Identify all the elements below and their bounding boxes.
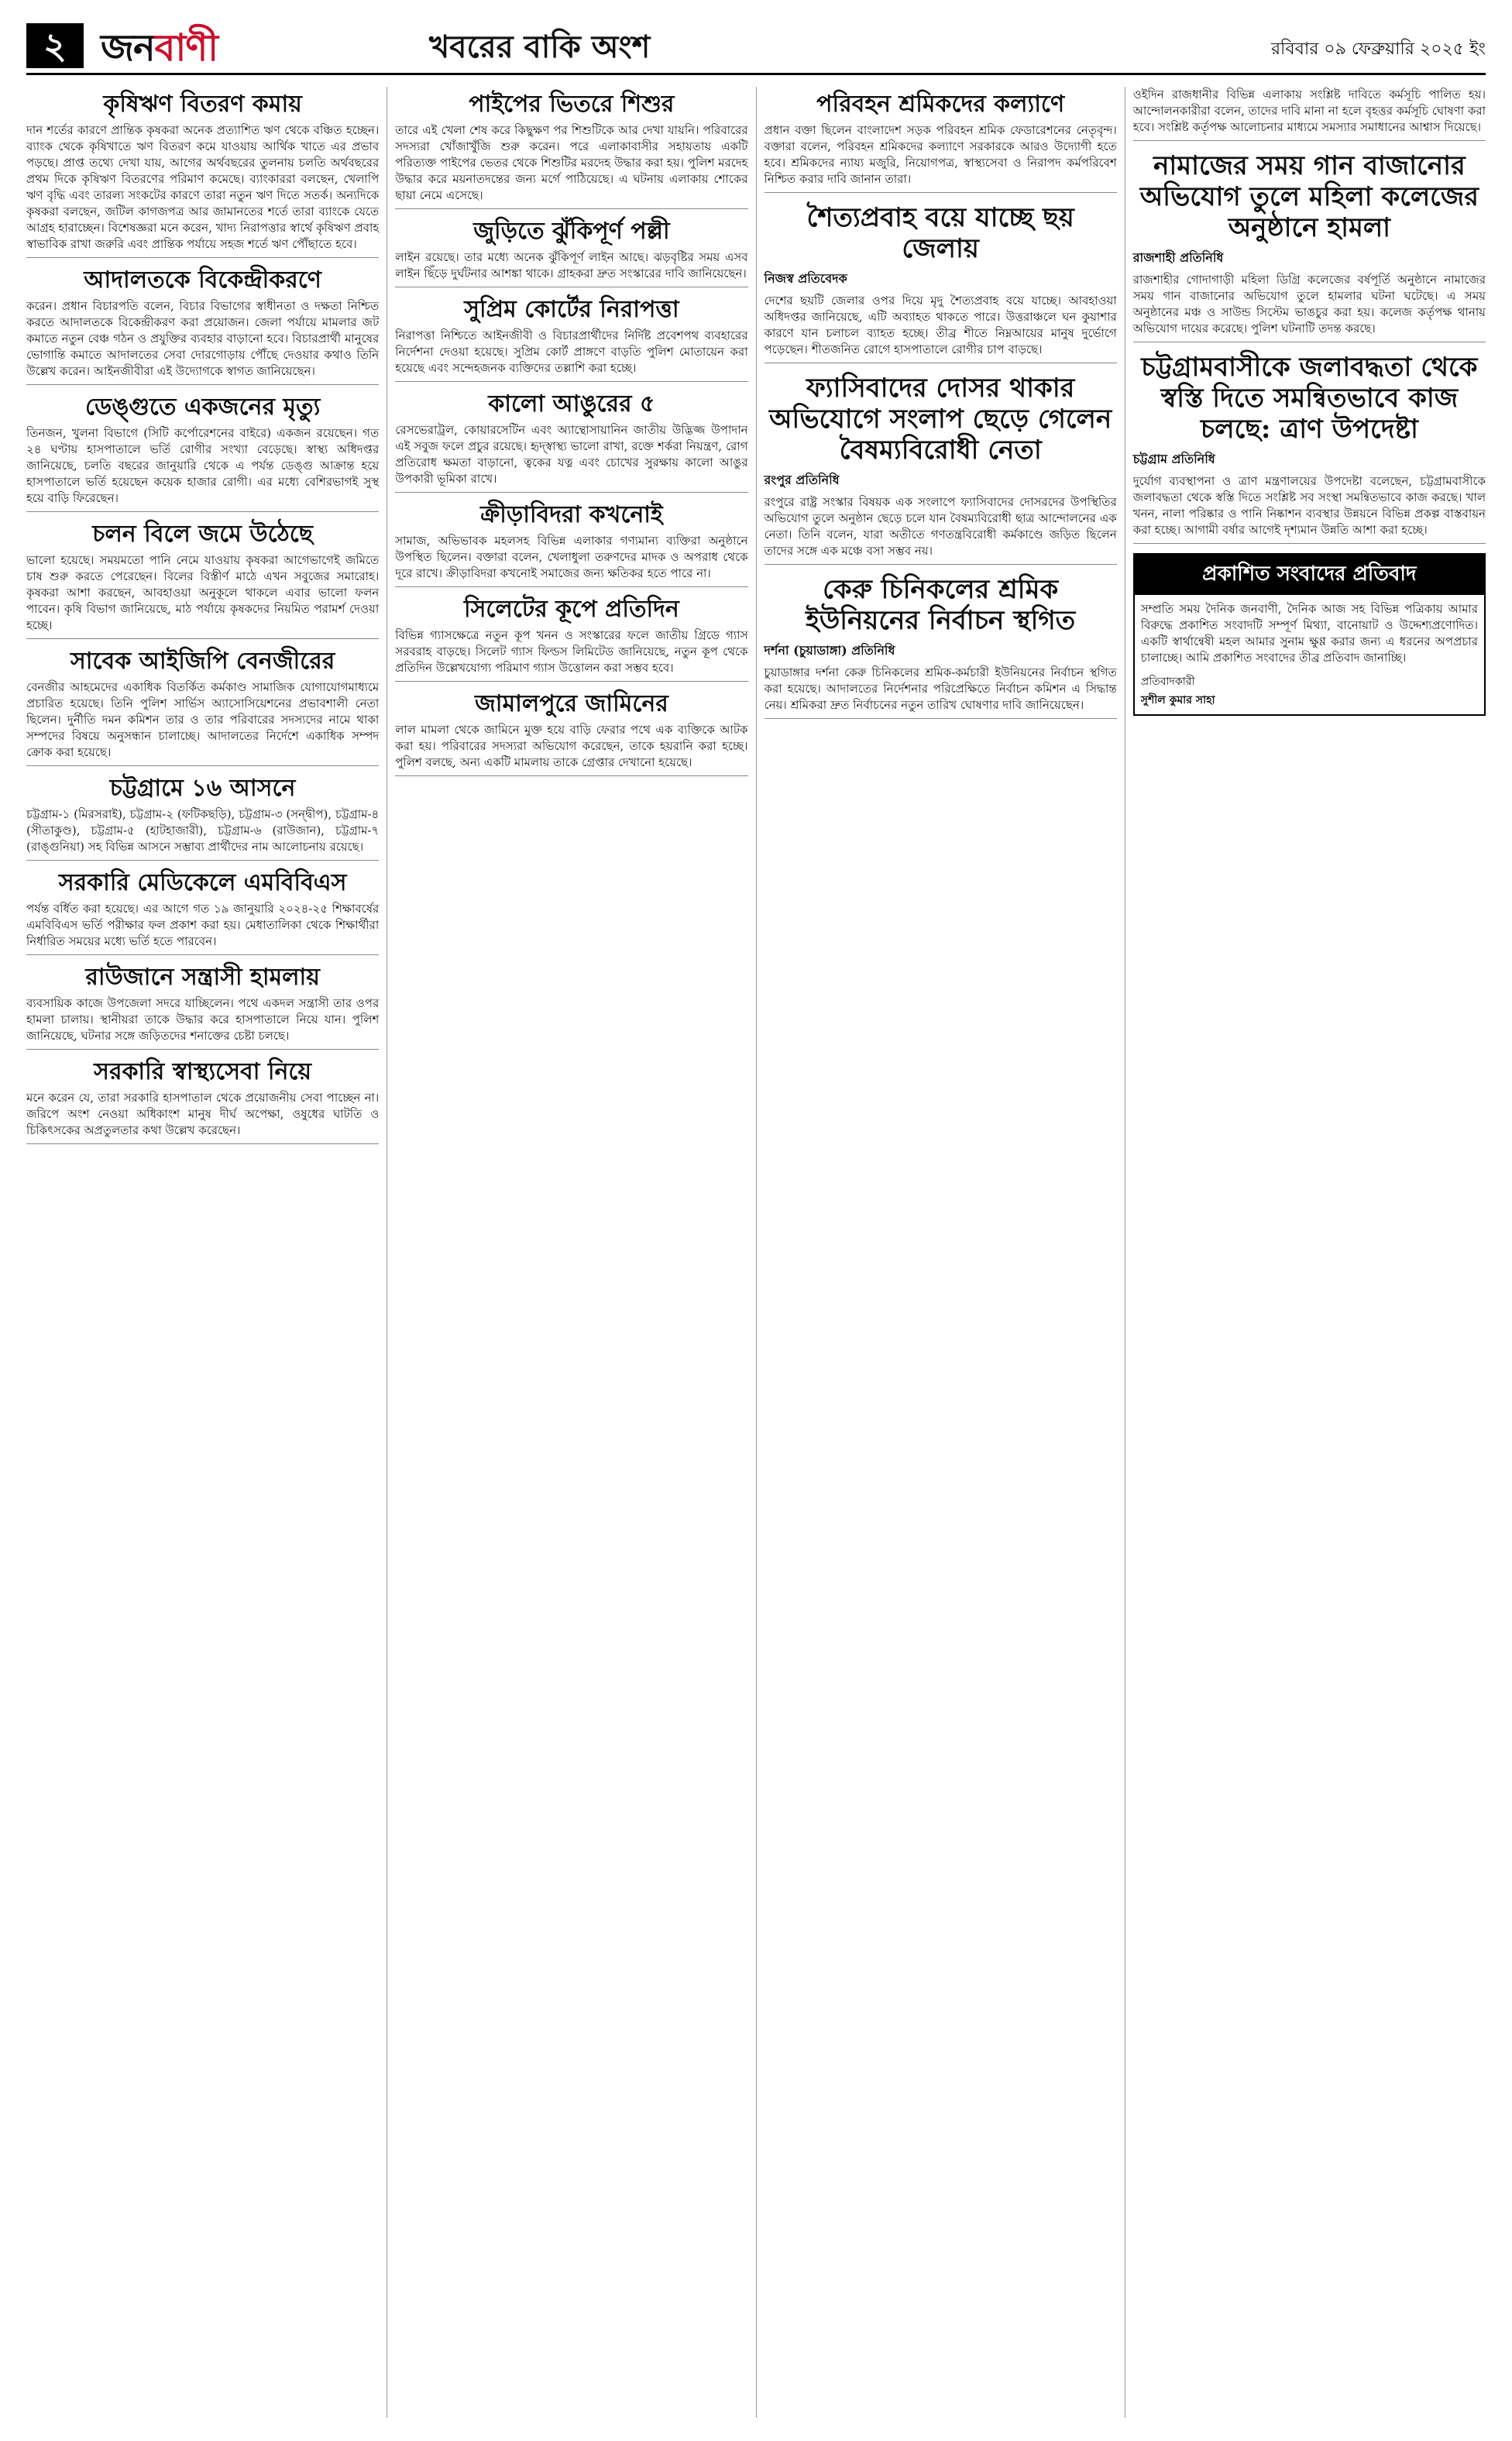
logo-part-b: বাণী <box>154 26 218 70</box>
story-byline: নিজস্ব প্রতিবেদক <box>764 271 847 286</box>
story-body: নিরাপত্তা নিশ্চিতে আইনজীবী ও বিচারপ্রার্থীদের নির্দিষ্ট প্রবেশপথ ব্যবহারের নির্দেশনা দেওয়া হয়েছে। সুপ্রিম কোর্ট প্রাঙ্গণে বাড়তি পুলিশ মোতায়েন করা হয়েছে এবং সন্দেহজনক ব্যক্তিদের তল্লাশি করা হচ্ছে। <box>395 328 748 375</box>
section-title: খবরের বাকি অংশ <box>429 29 651 65</box>
logo-part-a: জন <box>101 26 155 70</box>
story-body: ওইদিন রাজধানীর বিভিন্ন এলাকায় সংশ্লিষ্ট দাবিতে কর্মসূচি পালিত হয়। আন্দোলনকারীরা বলেন, তাদের দাবি মানা না হলে বৃহত্তর কর্মসূচি ঘোষণা করা হবে। সংশ্লিষ্ট কর্তৃপক্ষ আলোচনার মাধ্যমে সমস্যার সমাধানের আশ্বাস দিয়েছে। <box>1132 88 1486 134</box>
story-body: লাল মামলা থেকে জামিনে মুক্ত হয়ে বাড়ি ফেরার পথে এক ব্যক্তিকে আটক করা হয়। পরিবারের সদস্যরা অভিযোগ করেছেন, তাকে হয়রানি করা হচ্ছে। পুলিশ বলছে, অন্য একটি মামলায় তাকে গ্রেপ্তার দেখানো হয়েছে। <box>395 723 748 769</box>
story-headline[interactable]: শৈত্যপ্রবাহ বয়ে যাচ্ছে ছয় জেলায় <box>806 202 1074 264</box>
story-divider <box>26 638 379 639</box>
story-divider <box>26 511 379 512</box>
story-divider <box>26 860 379 861</box>
news-story <box>26 91 379 258</box>
news-story <box>395 391 747 493</box>
story-divider <box>1133 543 1486 544</box>
story-body: করেন। প্রধান বিচারপতি বলেন, বিচার বিভাগের স্বাধীনতা ও দক্ষতা নিশ্চিত করতে আদালতকে বিকেন্দ্রীকরণ করা প্রয়োজন। জেলা পর্যায়ে মামলার জট কমাতে নতুন বেঞ্চ গঠন ও প্রযুক্তির ব্যবহার বাড়ানো হবে। বিচারপ্রার্থী মানুষের ভোগান্তি কমাতে আদালতের সেবা দোরগোড়ায় পৌঁছে দেওয়ার কথাও তিনি উল্লেখ করেন। আইনজীবীরা এই উদ্যোগকে স্বাগত জানিয়েছেন। <box>26 299 380 378</box>
story-body: রাজশাহীর গোদাগাড়ী মহিলা ডিগ্রি কলেজের বর্ষপূর্তি অনুষ্ঠানে নামাজের সময় গান বাজানোর অভিযোগ তুলে হামলার ঘটনা ঘটেছে। এ সময় অনুষ্ঠানের মঞ্চ ও সাউন্ড সিস্টেম ভাঙচুর করা হয়। কলেজ কর্তৃপক্ষ থানায় অভিযোগ দায়ের করেছে। পুলিশ ঘটনাটি তদন্ত করছে। <box>1132 273 1486 335</box>
story-headline[interactable]: কেরু চিনিকলের শ্রমিক ইউনিয়নের নির্বাচন স্থগিত <box>806 574 1076 636</box>
story-headline[interactable]: ফ্যাসিবাদের দোসর থাকার অভিযোগে সংলাপ ছেড়ে গেলেন বৈষম্যবিরোধী নেতা <box>769 373 1112 466</box>
story-headline[interactable]: ক্রীড়াবিদরা কখনোই <box>480 501 663 528</box>
story-headline[interactable]: কালো আঙুরের ৫ <box>488 390 655 418</box>
story-body: তিনজন, খুলনা বিভাগে (সিটি কর্পোরেশনের বাইরে) একজন রয়েছেন। গত ২৪ ঘণ্টায় হাসপাতালে ভর্তি রোগীর সংখ্যা বেড়েছে। স্বাস্থ্য অধিদপ্তর জানিয়েছে, চলতি বছরের জানুয়ারি থেকে এ পর্যন্ত ডেঙ্গু আক্রান্ত হয়ে হাসপাতালে ভর্তি হয়েছেন কয়েক হাজার রোগী। এর মধ্যে বেশিরভাগই সুস্থ হয়ে বাড়ি ফিরেছেন। <box>26 426 380 505</box>
news-story <box>395 297 747 382</box>
news-story <box>26 648 379 766</box>
news-story <box>395 691 747 776</box>
story-headline[interactable]: সরকারি মেডিকেলে এমবিবিএস <box>58 869 347 896</box>
signoff-label: প্রতিবাদকারী <box>1140 676 1195 688</box>
story-headline[interactable]: আদালতকে বিকেন্দ্রীকরণে <box>84 266 321 294</box>
story-divider <box>395 586 747 587</box>
story-headline[interactable]: সিলেটের কূপে প্রতিদিন <box>464 596 679 623</box>
signoff-name: সুশীল কুমার সাহা <box>1140 694 1215 707</box>
protest-signoff <box>1141 672 1478 710</box>
story-body: লাইন রয়েছে। তার মধ্যে অনেক ঝুঁকিপূর্ণ লাইন আছে। ঝড়বৃষ্টির সময় এসব লাইন ছিঁড়ে দুর্ঘটনার আশঙ্কা থাকে। গ্রাহকরা দ্রুত সংস্কারের দাবি জানিয়েছেন। <box>395 250 748 280</box>
story-body: রংপুরে রাষ্ট্র সংস্কার বিষয়ক এক সংলাপে ফ্যাসিবাদের দোসরদের উপস্থিতির অভিযোগ তুলে অনুষ্ঠান ছেড়ে চলে যান বৈষম্যবিরোধী ছাত্র আন্দোলনের এক নেতা। তিনি বলেন, যারা অতীতে গণতন্ত্রবিরোধী কর্মকাণ্ডে জড়িত ছিলেন তাদের সঙ্গে এক মঞ্চে বসা সম্ভব নয়। <box>764 495 1117 558</box>
story-body: ভালো হয়েছে। সময়মতো পানি নেমে যাওয়ায় কৃষকরা আগেভাগেই জমিতে চাষ শুরু করতে পেরেছেন। বিলের বিস্তীর্ণ মাঠে এখন সবুজের সমারোহ। কৃষকরা আশা করছেন, আবহাওয়া অনুকূলে থাকলে এবার ভালো ফলন পাবেন। কৃষি বিভাগ জানিয়েছে, মাঠ পর্যায়ে কৃষকদের নিয়মিত পরামর্শ দেওয়া হচ্ছে। <box>26 553 380 632</box>
news-story <box>395 91 747 209</box>
news-story <box>395 596 747 682</box>
story-headline[interactable]: নামাজের সময় গান বাজানোর অভিযোগ তুলে মহিলা কলেজের অনুষ্ঠানে হামলা <box>1139 150 1479 243</box>
story-body: ব্যবসায়িক কাজে উপজেলা সদরে যাচ্ছিলেন। পথে একদল সন্ত্রাসী তার ওপর হামলা চালায়। স্থানীয়রা তাকে উদ্ধার করে হাসপাতালে নিয়ে যান। পুলিশ জানিয়েছে, ঘটনার সঙ্গে জড়িতদের শনাক্তের চেষ্টা চলছে। <box>26 996 380 1043</box>
story-headline[interactable]: সুপ্রিম কোর্টের নিরাপত্তা <box>464 296 679 323</box>
story-body: প্রধান বক্তা ছিলেন বাংলাদেশ সড়ক পরিবহন শ্রমিক ফেডারেশনের নেতৃবৃন্দ। বক্তারা বলেন, পরিবহন শ্রমিকদের কল্যাণে সরকারকে আরও উদ্যোগী হতে হবে। শ্রমিকদের ন্যায্য মজুরি, নিয়োগপত্র, স্বাস্থ্যসেবা ও নিরাপদ কর্মপরিবেশ নিশ্চিত করার দাবি জানান তারা। <box>764 123 1117 186</box>
news-story <box>765 574 1117 719</box>
news-story <box>1133 150 1486 342</box>
story-headline[interactable]: পরিবহন শ্রমিকদের কল্যাণে <box>816 91 1065 118</box>
story-divider <box>26 384 379 385</box>
story-headline[interactable]: রাউজানে সন্ত্রাসী হামলায় <box>85 964 320 991</box>
news-story <box>765 202 1117 363</box>
protest-title: প্রকাশিত সংবাদের প্রতিবাদ <box>1135 555 1484 595</box>
news-story <box>26 964 379 1050</box>
story-byline: রংপুর প্রতিনিধি <box>764 473 840 487</box>
story-headline[interactable]: পাইপের ভিতরে শিশুর <box>469 91 675 118</box>
story-headline[interactable]: জামালপুরে জামিনের <box>474 690 668 717</box>
news-story <box>395 218 747 287</box>
news-story <box>765 91 1117 193</box>
masthead <box>26 23 1486 75</box>
news-story <box>26 267 379 385</box>
story-divider <box>395 208 747 209</box>
story-body: দুর্যোগ ব্যবস্থাপনা ও ত্রাণ মন্ত্রণালয়ের উপদেষ্টা বলেছেন, চট্টগ্রামবাসীকে জলাবদ্ধতা থেকে স্বস্তি দিতে সংশ্লিষ্ট সব সংস্থা সমন্বিতভাবে কাজ করছে। খাল খনন, নালা পরিষ্কার ও পানি নিষ্কাশন ব্যবস্থার উন্নয়নে বিভিন্ন প্রকল্প বাস্তবায়ন করা হচ্ছে। আগামী বর্ষার আগেই দৃশ্যমান উন্নতি আশা করা হচ্ছে। <box>1132 474 1486 537</box>
story-headline[interactable]: কৃষিঋণ বিতরণ কমায় <box>103 91 302 118</box>
story-body: রেসভেরাট্রল, কোয়ারসেটিন এবং অ্যান্থোসায়ানিন জাতীয় উদ্ভিজ্জ উপাদান এই সবুজ ফলে প্রচুর রয়েছে। হৃদ্‌স্বাস্থ্য ভালো রাখা, রক্তে শর্করা নিয়ন্ত্রণ, রোগ প্রতিরোধ ক্ষমতা বাড়ানো, ত্বকের যত্ন এবং চোখের সুরক্ষায় কালো আঙুর উপকারী ভূমিকা রাখে। <box>395 423 748 486</box>
story-byline: চট্টগ্রাম প্রতিনিধি <box>1132 452 1215 466</box>
news-story <box>1133 352 1486 544</box>
news-story <box>1133 87 1486 141</box>
paper-logo <box>101 26 218 70</box>
story-body: চুয়াডাঙ্গার দর্শনা কেরু চিনিকলের শ্রমিক-কর্মচারী ইউনিয়নের নির্বাচন স্থগিত করা হয়েছে। আদালতের নির্দেশনার পরিপ্রেক্ষিতে নির্বাচন কমিশন এ সিদ্ধান্ত নেয়। শ্রমিকরা দ্রুত নির্বাচনের নতুন তারিখ ঘোষণার দাবি জানিয়েছেন। <box>764 665 1117 712</box>
columns <box>26 87 1486 2418</box>
story-body: পর্যন্ত বর্ধিত করা হয়েছে। এর আগে গত ১৯ জানুয়ারি ২০২৪-২৫ শিক্ষাবর্ষের এমবিবিএস ভর্তি পরীক্ষার ফল প্রকাশ করা হয়। মেধাতালিকা থেকে শিক্ষার্থীরা নির্ধারিত সময়ের মধ্যে ভর্তি হতে পারবেন। <box>26 902 380 948</box>
story-divider <box>26 257 379 258</box>
story-byline: রাজশাহী প্রতিনিধি <box>1132 250 1224 265</box>
issue-date: রবিবার ০৯ ফেব্রুয়ারি ২০২৫ ইং <box>1270 40 1486 59</box>
story-headline[interactable]: সাবেক আইজিপি বেনজীরের <box>70 648 335 675</box>
story-divider <box>395 681 747 682</box>
news-story <box>26 521 379 639</box>
column-3 <box>757 87 1125 2418</box>
story-headline[interactable]: চট্টগ্রামে ১৬ আসনে <box>109 775 296 802</box>
story-divider <box>26 1049 379 1050</box>
story-divider <box>395 775 747 776</box>
story-byline: দর্শনা (চুয়াডাঙ্গা) প্রতিনিধি <box>764 643 895 658</box>
news-story <box>26 775 379 861</box>
news-story <box>395 502 747 587</box>
story-body: দেশের ছয়টি জেলার ওপর দিয়ে মৃদু শৈত্যপ্রবাহ বয়ে যাচ্ছে। আবহাওয়া অধিদপ্তর জানিয়েছে, এটি অব্যাহত থাকতে পারে। উত্তরাঞ্চলে ঘন কুয়াশার কারণে যান চলাচল ব্যাহত হচ্ছে। তীব্র শীতে নিম্নআয়ের মানুষ দুর্ভোগে পড়েছেন। শীতজনিত রোগে হাসপাতালে রোগীর চাপ বাড়ছে। <box>764 294 1117 356</box>
story-headline[interactable]: চট্টগ্রামবাসীকে জলাবদ্ধতা থেকে স্বস্তি দিতে সমন্বিতভাবে কাজ চলছে: ত্রাণ উপদেষ্টা <box>1141 352 1478 445</box>
protest-body: সম্প্রতি সময় দৈনিক জনবাণী, দৈনিক আজ সহ বিভিন্ন পত্রিকায় আমার বিরুদ্ধে প্রকাশিত সংবাদটি সম্পূর্ণ মিথ্যা, বানোয়াট ও উদ্দেশ্যপ্রণোদিত। একটি স্বার্থান্বেষী মহল আমার সুনাম ক্ষুণ্ণ করার জন্য এ ধরনের অপপ্রচার চালাচ্ছে। আমি প্রকাশিত সংবাদের তীব্র প্রতিবাদ জানাচ্ছি। <box>1140 602 1478 665</box>
column-4 <box>1125 87 1486 2418</box>
story-body: বিভিন্ন গ্যাসক্ষেত্রে নতুন কূপ খনন ও সংস্কারের ফলে জাতীয় গ্রিডে গ্যাস সরবরাহ বাড়ছে। সিলেট গ্যাস ফিল্ডস লিমিটেড জানিয়েছে, নতুন কূপ থেকে প্রতিদিন উল্লেখযোগ্য পরিমাণ গ্যাস উত্তোলন করা সম্ভব হবে। <box>395 628 748 675</box>
story-headline[interactable]: জুড়িতে ঝুঁকিপূর্ণ পল্লী <box>473 218 670 245</box>
story-headline[interactable]: সরকারি স্বাস্থ্যসেবা নিয়ে <box>94 1058 312 1085</box>
story-body: তারে এই খেলা শেষ করে কিছুক্ষণ পর শিশুটিকে আর দেখা যায়নি। পরিবারের সদস্যরা খোঁজাখুঁজি শুরু করেন। পরে এলাকাবাসীর সহায়তায় একটি পরিত্যক্ত পাইপের ভেতর থেকে শিশুটির মরদেহ উদ্ধার করা হয়। পুলিশ মরদেহ উদ্ধার করে ময়নাতদন্তের জন্য মর্গে পাঠিয়েছে। এ ঘটনায় এলাকায় শোকের ছায়া নেমে এসেছে। <box>395 123 748 202</box>
story-body: সামাজ, অভিভাবক মহলসহ বিভিন্ন এলাকার গণ্যমান্য ব্যক্তিরা অনুষ্ঠানে উপস্থিত ছিলেন। বক্তারা বলেন, খেলাধুলা তরুণদের মাদক ও অপরাধ থেকে দূরে রাখে। ক্রীড়াবিদরা কখনোই সমাজের জন্য ক্ষতিকর হতে পারে না। <box>395 534 748 580</box>
story-divider <box>395 381 747 382</box>
story-divider <box>26 954 379 955</box>
story-divider <box>765 718 1117 719</box>
news-story <box>26 1059 379 1144</box>
protest-box <box>1133 553 1486 716</box>
story-body: মনে করেন যে, তারা সরকারি হাসপাতাল থেকে প্রয়োজনীয় সেবা পাচ্ছেন না। জরিপে অংশ নেওয়া অধিকাংশ মানুষ দীর্ঘ অপেক্ষা, ওষুধের ঘাটতি ও চিকিৎসকের অপ্রতুলতার কথা উল্লেখ করেছেন। <box>26 1091 380 1137</box>
story-divider <box>765 192 1117 193</box>
news-story <box>765 373 1117 565</box>
story-divider <box>26 765 379 766</box>
story-headline[interactable]: চলন বিলে জমে উঠেছে <box>92 521 313 548</box>
story-divider <box>26 1143 379 1144</box>
column-1 <box>26 87 387 2418</box>
story-body: দান শর্তের কারণে প্রান্তিক কৃষকরা অনেক প্রত্যাশিত ঋণ থেকে বঞ্চিত হচ্ছেন। ব্যাংক থেকে কৃষিখাতে ঋণ বিতরণ কমে যাওয়ায় আর্থিক খাতে এর প্রভাব পড়ছে। প্রাপ্ত তথ্যে দেখা যায়, আগের অর্থবছরের তুলনায় চলতি অর্থবছরের প্রথম দিকে কৃষিঋণ বিতরণের পরিমাণ কমেছে। ব্যাংকাররা বলছেন, খেলাপি ঋণ বৃদ্ধি এবং তারল্য সংকটের কারণে তারা নতুন ঋণ দিতে সতর্ক। অন্যদিকে কৃষকরা বলছেন, জটিল কাগজপত্র আর জামানতের শর্তে তারা ব্যাংকে যেতে আগ্রহ হারাচ্ছেন। বিশেষজ্ঞরা মনে করেন, খাদ্য নিরাপত্তার স্বার্থে কৃষিঋণ প্রবাহ স্বাভাবিক রাখা জরুরি এবং প্রান্তিক পর্যায়ে সহজ শর্তে ঋণ পৌঁছাতে হবে। <box>26 123 380 251</box>
news-story <box>26 394 379 512</box>
page-number: ২ <box>26 23 84 68</box>
column-2 <box>387 87 756 2418</box>
story-body: চট্টগ্রাম-১ (মিরসরাই), চট্টগ্রাম-২ (ফটিকছড়ি), চট্টগ্রাম-৩ (সন্দ্বীপ), চট্টগ্রাম-৪ (সীতাকুণ্ড), চট্টগ্রাম-৫ (হাটহাজারী), চট্টগ্রাম-৬ (রাউজান), চট্টগ্রাম-৭ (রাঙ্গুনিয়া) সহ বিভিন্ন আসনে সম্ভাব্য প্রার্থীদের নাম আলোচনায় রয়েছে। <box>26 807 380 854</box>
story-headline[interactable]: ডেঙ্গুতে একজনের মৃত্যু <box>84 394 321 421</box>
news-story <box>26 870 379 955</box>
story-divider <box>395 492 747 493</box>
story-divider <box>1133 140 1486 141</box>
story-body: বেনজীর আহমেদের একাধিক বিতর্কিত কর্মকাণ্ড সামাজিক যোগাযোগমাধ্যমে প্রচারিত হয়েছে। তিনি পুলিশ সার্ভিস অ্যাসোসিয়েশনের প্রভাবশালী নেতা ছিলেন। দুর্নীতি দমন কমিশন তার ও তার পরিবারের সদস্যদের নামে থাকা সম্পদের বিষয়ে অনুসন্ধান চালাচ্ছে। আদালতের নির্দেশে একাধিক সম্পদ ক্রোক করা হয়েছে। <box>26 680 380 759</box>
story-divider <box>765 564 1117 565</box>
